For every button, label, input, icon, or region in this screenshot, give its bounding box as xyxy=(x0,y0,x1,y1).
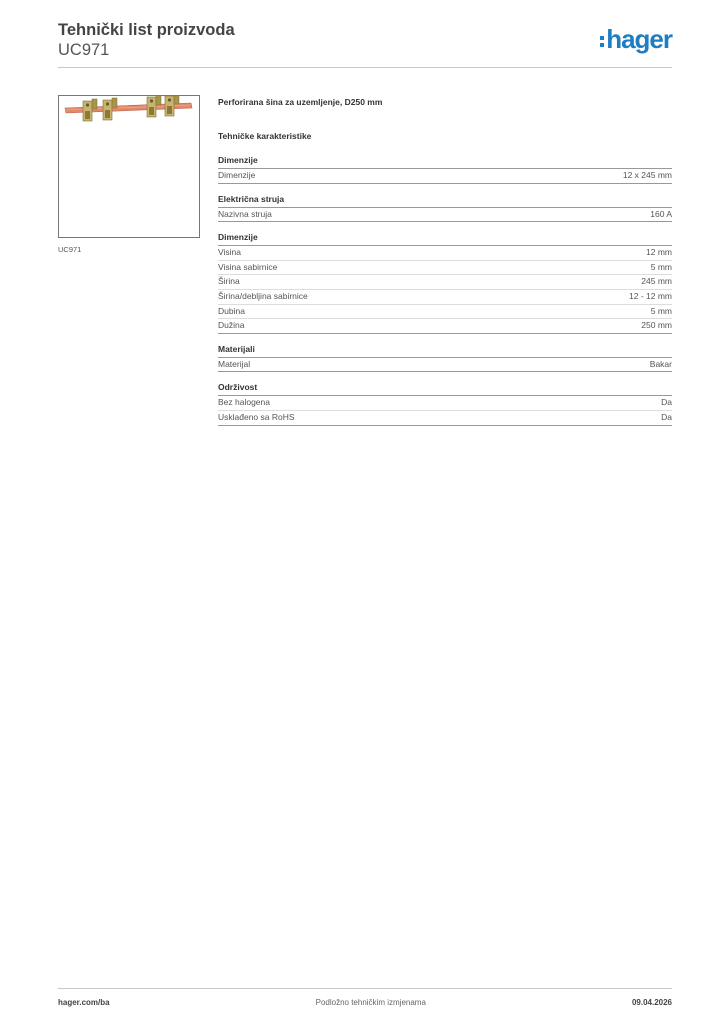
spec-label: Dužina xyxy=(218,320,245,331)
footer-notice: Podložno tehničkim izmjenama xyxy=(315,998,426,1007)
spec-value: Bakar xyxy=(649,358,672,369)
logo-text: hager xyxy=(606,24,672,54)
spec-section-materials xyxy=(218,343,672,373)
footer-date: 09.04.2026 xyxy=(631,998,672,1007)
spec-value: 12 mm xyxy=(646,247,672,258)
page-footer xyxy=(58,988,672,1007)
spec-row xyxy=(218,358,672,373)
product-description: Perforirana šina za uzemljenje, D250 mm xyxy=(218,97,383,107)
spec-value: 250 mm xyxy=(641,320,672,331)
spec-value: 12 x 245 mm xyxy=(622,170,672,180)
logo-dots-icon xyxy=(600,36,604,47)
spec-row xyxy=(218,246,672,261)
section-title: Električna struja xyxy=(218,193,672,208)
spec-value: 5 mm xyxy=(650,305,672,316)
spec-value: 245 mm xyxy=(641,276,672,287)
spec-label: Dubina xyxy=(218,305,245,316)
spec-label: Dimenzije xyxy=(218,170,256,180)
spec-value: Da xyxy=(661,411,672,422)
product-code: UC971 xyxy=(58,41,110,59)
page-header xyxy=(58,20,672,60)
hager-logo xyxy=(600,26,672,52)
spec-section-electrical xyxy=(218,193,672,223)
section-title: Dimenzije xyxy=(218,231,672,246)
spec-label: Bez halogena xyxy=(218,397,270,408)
section-title: Održivost xyxy=(218,381,672,396)
spec-row xyxy=(218,169,672,184)
spec-row xyxy=(218,396,672,411)
section-title: Materijali xyxy=(218,343,672,358)
website-link[interactable]: hager.com/ba xyxy=(58,998,110,1007)
header-divider xyxy=(58,67,672,68)
image-caption: UC971 xyxy=(58,245,82,254)
spec-label: Širina xyxy=(218,276,240,287)
document-title: Tehnički list proizvoda xyxy=(58,21,235,39)
spec-row xyxy=(218,411,672,426)
spec-label: Visina sabirnice xyxy=(218,261,278,272)
product-image xyxy=(58,95,200,238)
spec-content xyxy=(218,96,672,435)
spec-value: 5 mm xyxy=(650,261,672,272)
spec-label: Širina/debljina sabirnice xyxy=(218,290,308,301)
spec-row xyxy=(218,305,672,320)
spec-value: 12 - 12 mm xyxy=(629,290,672,301)
spec-value: 160 A xyxy=(650,208,672,219)
spec-row xyxy=(218,208,672,223)
spec-section-sustainability xyxy=(218,381,672,425)
spec-section-dimensions xyxy=(218,154,672,184)
spec-label: Materijal xyxy=(218,358,251,369)
earth-busbar-icon xyxy=(59,96,199,237)
tech-characteristics-heading: Tehničke karakteristike xyxy=(218,131,312,141)
spec-section-dimensions-detail xyxy=(218,231,672,334)
spec-row xyxy=(218,261,672,276)
spec-label: Visina xyxy=(218,247,241,258)
section-title: Dimenzije xyxy=(218,154,672,169)
spec-row xyxy=(218,290,672,305)
spec-value: Da xyxy=(661,397,672,408)
spec-label: Usklađeno sa RoHS xyxy=(218,411,295,422)
spec-row xyxy=(218,275,672,290)
spec-label: Nazivna struja xyxy=(218,208,272,219)
spec-row xyxy=(218,319,672,334)
